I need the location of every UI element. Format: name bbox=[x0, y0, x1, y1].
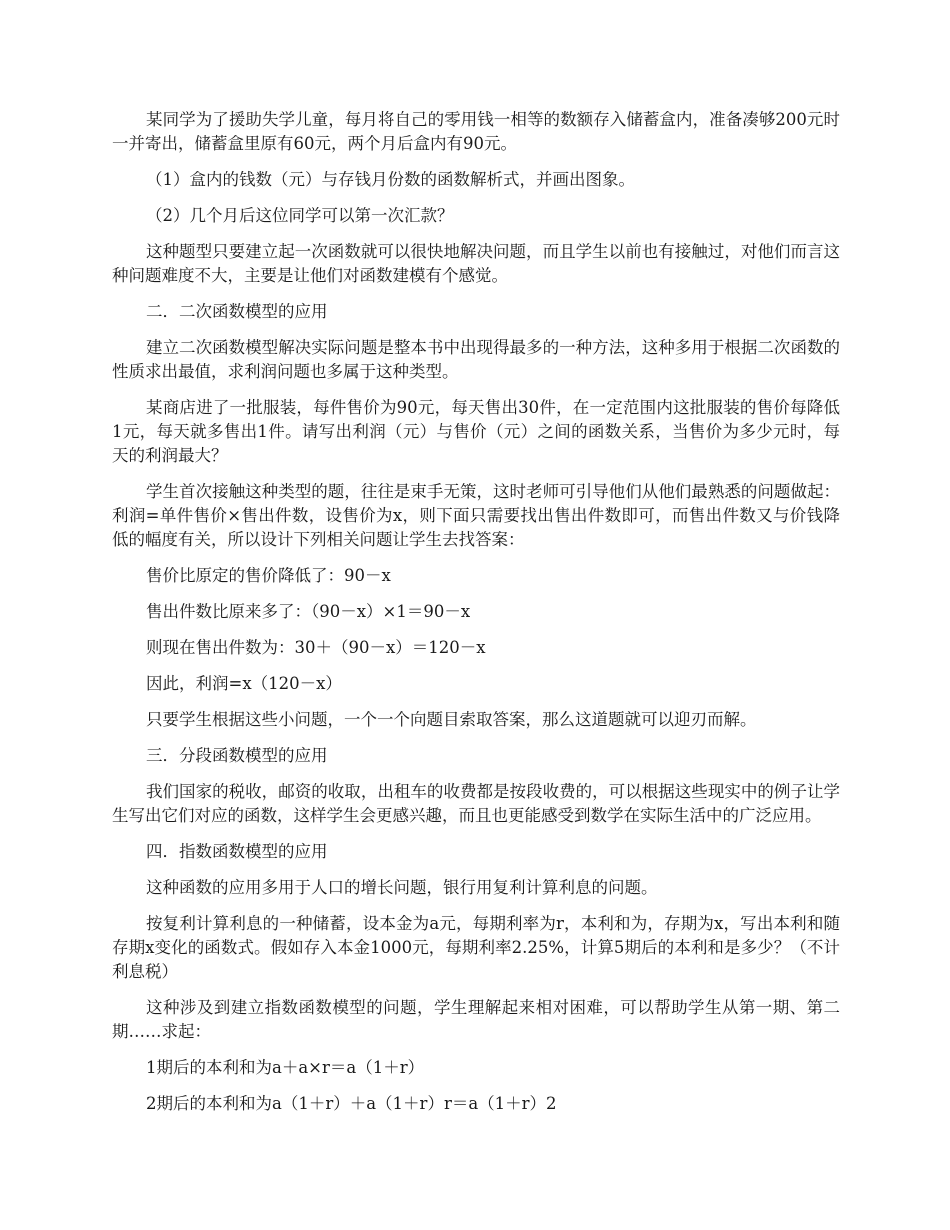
paragraph-question-2: （2）几个月后这位同学可以第一次汇款？ bbox=[146, 206, 454, 225]
paragraph-step-2: 售出件数比原来多了：（90－x）×1＝90－x bbox=[146, 602, 471, 621]
paragraph-problem-savings: 某同学为了援助失学儿童，每月将自己的零用钱一相等的数额存入储蓄盒内，准备凑够200元时一并寄出，储蓄盒里原有60元，两个月后盒内有90元。 bbox=[112, 110, 840, 153]
paragraph-linear-comment: 这种题型只要建立起一次函数就可以很快地解决问题，而且学生以前也有接触过，对他们而言这种问题难度不大，主要是让他们对函数建模有个感觉。 bbox=[112, 242, 840, 285]
paragraph-exponential-comment: 这种涉及到建立指数函数模型的问题，学生理解起来相对困难，可以帮助学生从第一期、第二期……求起： bbox=[112, 998, 840, 1041]
paragraph-problem-clothing: 某商店进了一批服装，每件售价为90元，每天售出30件，在一定范围内这批服装的售价每降低1元，每天就多售出1件。请写出利润（元）与售价（元）之间的函数关系，当售价为多少元时，每天的利润最大？ bbox=[112, 398, 840, 465]
paragraph-step-1: 售价比原定的售价降低了：90－x bbox=[146, 566, 391, 585]
paragraph-period-1: 1期后的本利和为a＋a×r＝a（1＋r） bbox=[146, 1058, 425, 1077]
document-body bbox=[112, 108, 840, 1128]
paragraph-step-4: 因此，利润=x（120－x） bbox=[146, 674, 342, 693]
paragraph-exponential-intro: 这种函数的应用多用于人口的增长问题，银行用复利计算利息的问题。 bbox=[146, 878, 658, 897]
paragraph-problem-compound-interest: 按复利计算利息的一种储蓄，设本金为a元，每期利率为r，本利和为，存期为x，写出本利和随存期x变化的函数式。假如存入本金1000元，每期利率2.25%，计算5期后的本利和是多少？（不计利息税） bbox=[112, 914, 840, 981]
paragraph-period-2: 2期后的本利和为a（1＋r）＋a（1＋r）r＝a（1＋r）2 bbox=[146, 1094, 557, 1113]
paragraph-teaching-guide: 学生首次接触这种类型的题，往往是束手无策，这时老师可引导他们从他们最熟悉的问题做起：利润=单件售价×售出件数，设售价为x，则下面只需要找出售出件数即可，而售出件数又与价钱降低的幅度有关，所以设计下列相关问题让学生去找答案： bbox=[112, 482, 840, 549]
section-heading-piecewise: 三．分段函数模型的应用 bbox=[146, 746, 328, 765]
paragraph-step-3: 则现在售出件数为：30＋（90－x）＝120－x bbox=[146, 638, 486, 657]
paragraph-quadratic-intro: 建立二次函数模型解决实际问题是整本书中出现得最多的一种方法，这种多用于根据二次函数的性质求出最值，求利润问题也多属于这种类型。 bbox=[112, 338, 840, 381]
section-heading-exponential: 四．指数函数模型的应用 bbox=[146, 842, 328, 861]
paragraph-piecewise-intro: 我们国家的税收，邮资的收取，出租车的收费都是按段收费的，可以根据这些现实中的例子让学生写出它们对应的函数，这样学生会更感兴趣，而且也更能感受到数学在实际生活中的广泛应用。 bbox=[112, 782, 840, 825]
paragraph-question-1: （1）盒内的钱数（元）与存钱月份数的函数解析式，并画出图象。 bbox=[146, 170, 635, 189]
section-heading-quadratic: 二．二次函数模型的应用 bbox=[146, 302, 328, 321]
paragraph-conclusion: 只要学生根据这些小问题，一个一个向题目索取答案，那么这道题就可以迎刃而解。 bbox=[146, 710, 757, 729]
